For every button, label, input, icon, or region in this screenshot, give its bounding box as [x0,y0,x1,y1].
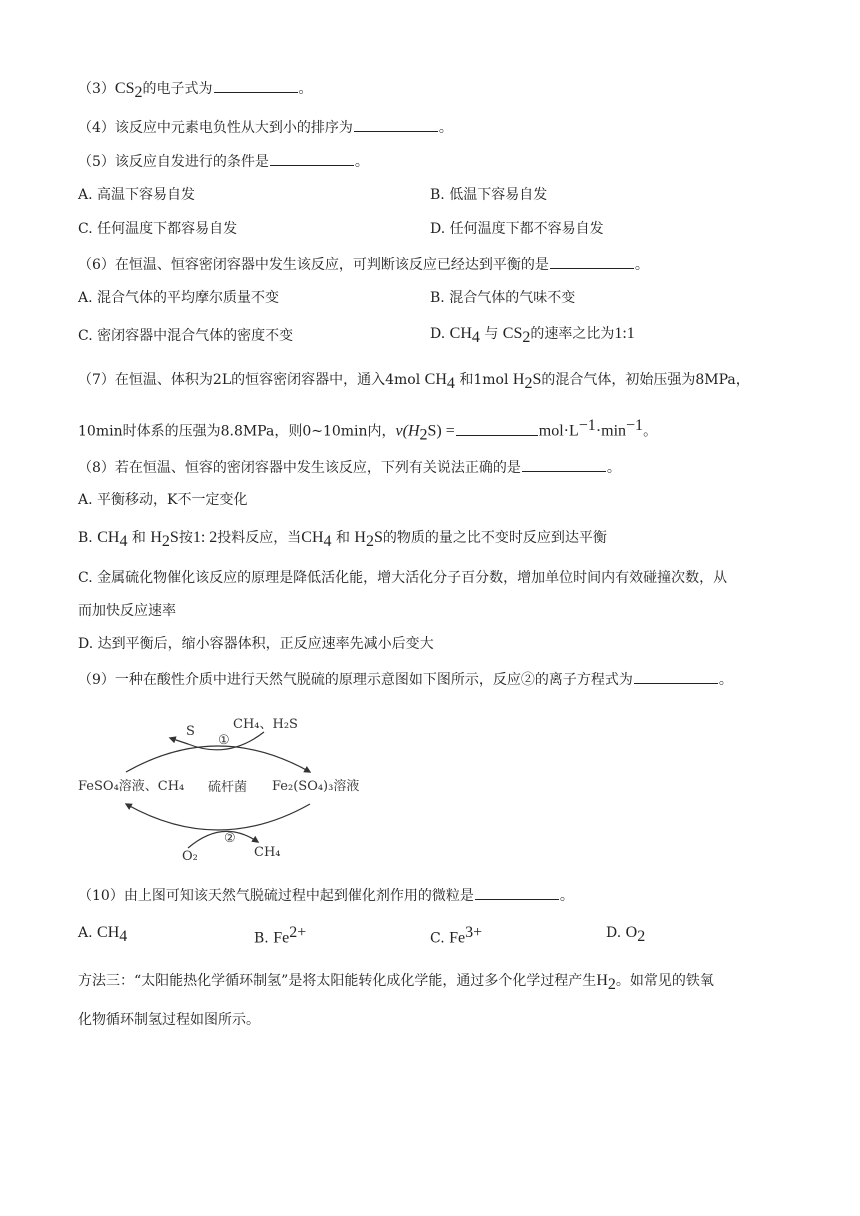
q10-c-label: C. [430,930,445,947]
q6-option-a: A. 混合气体的平均摩尔质量不变 [78,290,280,306]
question-7-line-2 [78,416,657,445]
q3-text: 的电子式为 [142,81,213,97]
q7-text-b: 和1mol [459,372,509,388]
lower-cycle-arrow [126,804,310,830]
q5-option-b: B. 低温下容易自发 [430,187,548,203]
q8-b-label: B. [78,530,93,546]
q6-d-mid: 与 [484,326,499,342]
q10-b-sup: 2+ [289,924,307,941]
q8-option-c-line-1: C. 金属硫化物催化该反应的原理是降低活化能，增大活化分子百分数，增加单位时间内有效碰撞次数，从 [78,570,728,586]
q6-d-post: 的速率之比为 [530,326,615,342]
q7-sup-2: −1 [626,417,644,434]
q10-end: 。 [559,888,574,904]
method-3-text-a: 方法三：“太阳能热化学循环制氢”是将太阳能转化成化学能，通过多个化学过程产生 [78,973,597,989]
q3-subscript: 2 [134,83,143,101]
q8-b-tail: 的物质的量之比不变时反应到达平衡 [382,530,607,546]
answer-blank[interactable] [354,117,438,132]
q7-unit-2: ·min [595,422,627,440]
q6-end: 。 [634,257,649,273]
diagram-step-2: ② [224,831,236,846]
q5-option-d: D. 任何温度下都不容易自发 [430,221,604,237]
q6-d-cs: CS [502,325,523,342]
q8-end: 。 [606,460,621,476]
answer-blank[interactable] [456,421,538,436]
diagram-right-solution: Fe₂(SO₄)₃溶液 [272,779,360,794]
q7-sub1: 4 [446,374,455,392]
q8-b-h: H [150,529,162,546]
q7-end: 。 [643,423,658,440]
q7-text-d: 10min时体系的压强为8.8MPa，则0~10min内， [78,423,396,440]
q3-end: 。 [298,81,313,97]
q8-option-a: A. 平衡移动，K不一定变化 [78,492,248,508]
q6-option-b: B. 混合气体的气味不变 [430,290,576,306]
diagram-o2: O₂ [182,849,198,864]
q10-option-d [606,923,645,947]
q3-formula: CS [114,80,135,97]
q10-a-formula: CH [97,924,120,941]
q4-text: （4）该反应中元素电负性从大到小的排序为 [78,120,353,136]
reaction-1-arrow [170,732,264,750]
q10-b-label: B. [254,930,269,947]
q8-b-s: S [169,529,179,546]
question-8 [78,457,621,478]
q8-b-and: 和 [131,530,146,546]
q10-c-formula: Fe [449,929,466,947]
q10-d-formula: O [625,924,638,941]
q8-text: （8）若在恒温、恒容的密闭容器中发生该反应，下列有关说法正确的是 [78,460,521,476]
q8-b-ch-2: CH [301,529,324,546]
q7-h: H [512,371,525,388]
q8-option-d: D. 达到平衡后，缩小容器体积，正反应速率先减小后变大 [78,636,434,652]
q6-d-label: D. [430,326,446,342]
q6-text: （6）在恒温、恒容密闭容器中发生该反应，可判断该反应已经达到平衡的是 [78,257,549,273]
q5-text: （5）该反应自发进行的条件是 [78,154,269,170]
q7-s: S [532,371,542,388]
diagram-step-1: ① [218,733,230,748]
answer-blank[interactable] [214,78,298,93]
q3-prefix: （3） [78,81,115,97]
desulfurization-diagram [78,710,378,868]
q8-b-ch: CH [97,529,120,546]
q7-sup-1: −1 [578,417,596,434]
q6-option-c: C. 密闭容器中混合气体的密度不变 [78,328,294,344]
answer-blank[interactable] [270,151,354,166]
q8-b-s-2: S [373,529,383,546]
q8-b-sub2-2: 2 [365,532,374,550]
diagram-ch4: CH₄ [254,845,281,860]
q7-rate-sub: 2 [419,426,428,444]
answer-blank[interactable] [475,885,559,900]
q6-d-ratio: 1:1 [614,325,635,342]
answer-blank[interactable] [550,254,634,269]
q7-rate-s: S) = [427,422,455,440]
q10-option-b [254,923,306,949]
question-4 [78,117,453,138]
q7-rate-v: v(H [395,422,420,440]
q10-d-sub: 2 [637,927,646,945]
q6-option-d [430,324,635,348]
q5-option-a: A. 高温下容易自发 [78,187,196,203]
diagram-s-label: S [186,724,195,739]
diagram-reactants-top: CH₄、H₂S [233,717,298,732]
method-3-sub: 2 [607,975,616,993]
q8-option-c-line-2: 而加快反应速率 [78,603,176,619]
q8-b-sub1-2: 4 [323,532,332,550]
diagram-left-solution: FeSO₄溶液、CH₄ [78,779,185,794]
q5-option-c: C. 任何温度下都容易自发 [78,221,238,237]
q10-b-formula: Fe [273,929,290,947]
method-3-text-b: 。如常见的铁氧 [615,973,714,989]
q10-d-label: D. [606,925,622,941]
question-6 [78,254,649,275]
q7-sub2: 2 [524,374,533,392]
q9-end: 。 [718,672,733,688]
q8-b-by: 按 [178,530,193,546]
q6-d-ch: CH [449,325,472,342]
q8-b-sub2: 2 [161,532,170,550]
reaction-2-arrow [188,831,258,848]
q7-text-a: （7）在恒温、体积为2L的恒容密闭容器中，通入4mol [78,372,421,388]
q10-text: （10）由上图可知该天然气脱硫过程中起到催化剂作用的微粒是 [78,888,474,904]
method-3-line-2: 化物循环制氢过程如图所示。 [78,1012,260,1028]
q8-b-h-2: H [354,529,366,546]
q10-a-sub: 4 [119,927,128,945]
answer-blank[interactable] [634,669,718,684]
q4-end: 。 [438,120,453,136]
question-5 [78,151,369,172]
q8-b-ratio: 1: 2 [192,529,218,546]
q10-option-a [78,923,127,947]
q5-end: 。 [354,154,369,170]
q7-text-c: 的混合气体，初始压强为8MPa， [541,372,750,388]
q6-d-sub1: 4 [471,328,480,346]
q8-option-b [78,528,607,552]
answer-blank[interactable] [522,457,606,472]
question-10 [78,885,574,906]
q8-b-sub1: 4 [119,532,128,550]
q8-b-text: 投料反应，当 [217,530,302,546]
question-9 [78,669,733,690]
q8-b-and-2: 和 [335,530,350,546]
question-7-line-1 [78,370,750,394]
q6-d-sub2: 2 [522,328,531,346]
q7-ch: CH [424,371,447,388]
q7-unit-1: mol·L [538,422,579,440]
q10-option-c [430,923,482,949]
q10-a-label: A. [78,925,93,941]
question-3 [78,78,313,103]
q9-text: （9）一种在酸性介质中进行天然气脱硫的原理示意图如下图所示，反应②的离子方程式为 [78,672,633,688]
method-3-h: H [596,972,608,989]
diagram-bacteria: 硫杆菌 [208,780,248,795]
method-3-line-1 [78,971,714,995]
q10-c-sup: 3+ [465,924,483,941]
